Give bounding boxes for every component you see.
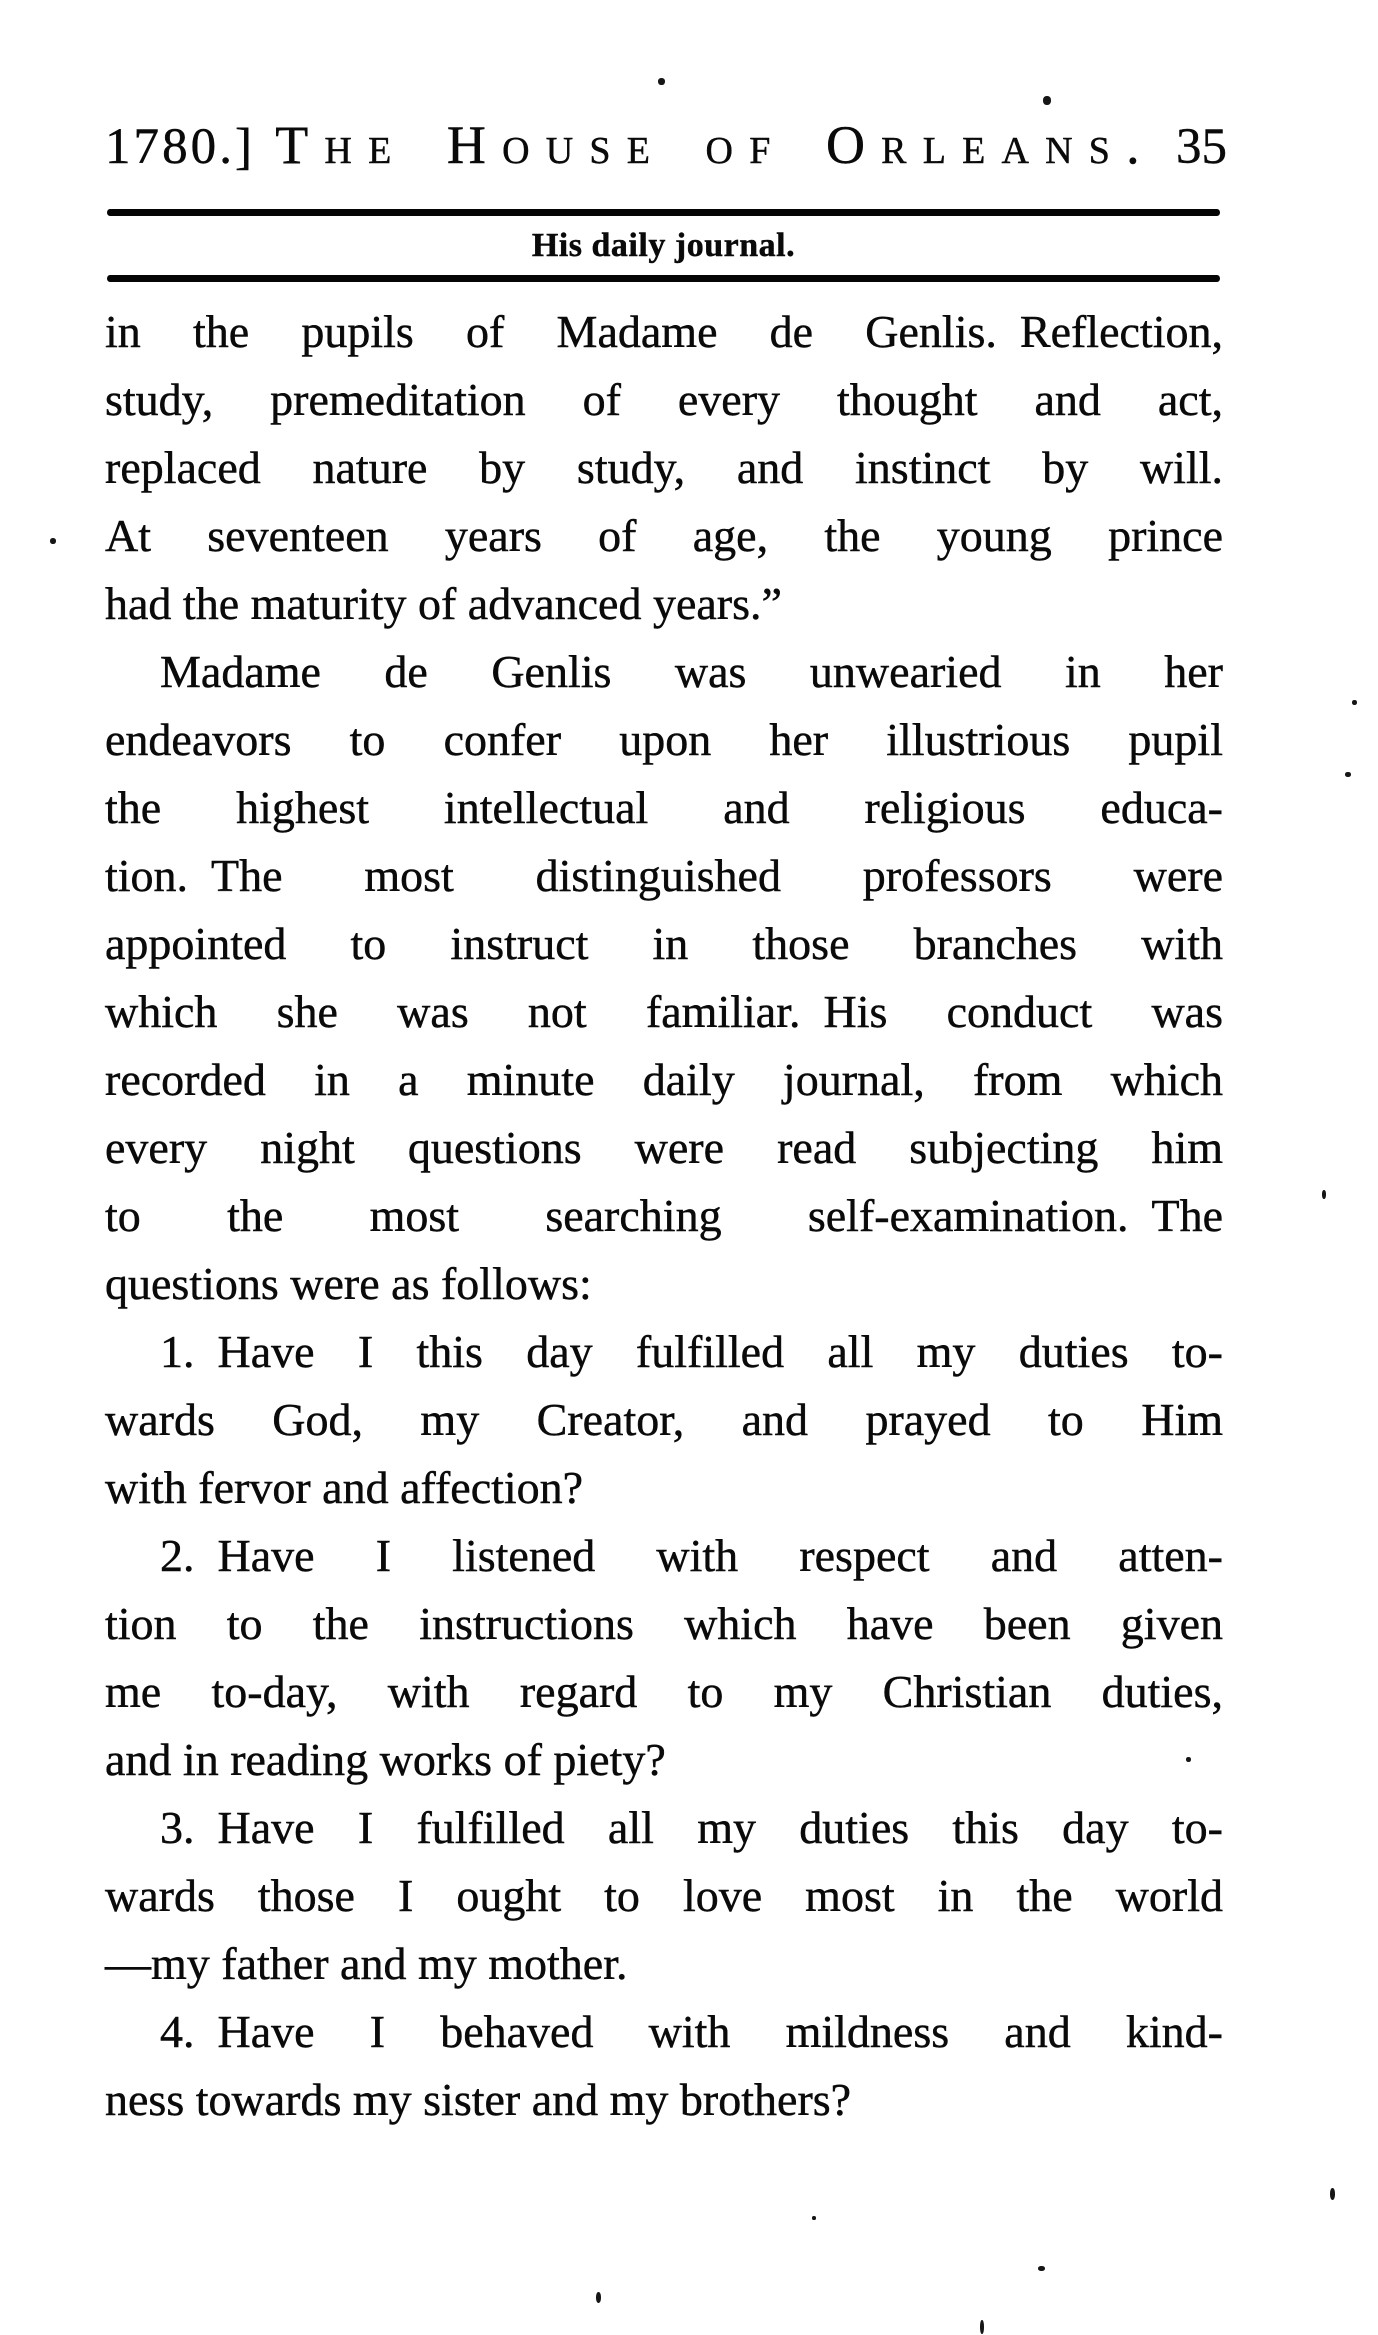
scan-speck	[1352, 700, 1357, 705]
text-line: with fervor and affection?	[105, 1462, 584, 1513]
paragraph	[105, 1794, 1223, 1998]
paragraph	[105, 298, 1223, 638]
text-line: questions were as follows:	[105, 1258, 592, 1309]
text-line: in the pupils of Madame de Genlis. Reflection,	[105, 306, 1223, 357]
scan-speck	[658, 78, 665, 85]
text-line: the highest intellectual and religious educa-	[105, 782, 1223, 833]
scan-speck	[1322, 1190, 1326, 1199]
text-line: recorded in a minute daily journal, from which	[105, 1054, 1223, 1105]
divider-rule-bottom	[107, 275, 1220, 282]
header-book-title: The House of Orleans.	[275, 115, 1156, 175]
text-line: wards those I ought to love most in the world	[105, 1870, 1223, 1921]
text-line: to the most searching self-examination. The	[105, 1190, 1223, 1241]
header-year-marker: 1780.]	[105, 119, 256, 175]
text-line: had the maturity of advanced years.”	[105, 578, 782, 629]
text-line: 2. Have I listened with respect and atten-	[160, 1530, 1223, 1581]
text-line: —my father and my mother.	[105, 1938, 628, 1989]
divider-rule-top	[107, 209, 1220, 216]
scan-speck	[1043, 96, 1051, 105]
text-line: At seventeen years of age, the young prince	[105, 510, 1223, 561]
text-line: every night questions were read subjecting him	[105, 1122, 1223, 1173]
scan-speck	[980, 2320, 984, 2334]
text-line: me to-day, with regard to my Christian duties,	[105, 1666, 1223, 1717]
header-page-number: 35	[1176, 119, 1227, 175]
paragraph	[105, 1998, 1223, 2134]
paragraph	[105, 1318, 1223, 1522]
text-line: replaced nature by study, and instinct by will.	[105, 442, 1223, 493]
text-line: Madame de Genlis was unwearied in her	[160, 646, 1223, 697]
text-line: tion to the instructions which have been given	[105, 1598, 1223, 1649]
text-line: 4. Have I behaved with mildness and kind-	[160, 2006, 1223, 2057]
text-line: and in reading works of piety?	[105, 1734, 666, 1785]
paragraph	[105, 638, 1223, 1318]
scan-speck	[1038, 2266, 1045, 2271]
scan-speck	[812, 2216, 816, 2220]
text-line: which she was not familiar. His conduct was	[105, 986, 1223, 1037]
text-line: 3. Have I fulfilled all my duties this day to-	[160, 1802, 1223, 1853]
scan-speck	[50, 538, 56, 544]
text-line: ness towards my sister and my brothers?	[105, 2074, 852, 2125]
text-line: study, premeditation of every thought and act,	[105, 374, 1223, 425]
text-line: appointed to instruct in those branches with	[105, 918, 1223, 969]
paragraph	[105, 1522, 1223, 1794]
text-line: endeavors to confer upon her illustrious pupil	[105, 714, 1223, 765]
text-line: 1. Have I this day fulfilled all my duties to-	[160, 1326, 1223, 1377]
running-head	[105, 115, 1227, 175]
text-line: tion. The most distinguished professors were	[105, 850, 1223, 901]
scan-speck	[1330, 2188, 1335, 2200]
text-line: wards God, my Creator, and prayed to Him	[105, 1394, 1223, 1445]
section-heading: His daily journal.	[531, 227, 796, 264]
page-body	[105, 298, 1223, 2134]
scan-speck	[1345, 772, 1351, 777]
scan-speck	[1186, 1757, 1191, 1762]
scan-speck	[596, 2292, 601, 2303]
